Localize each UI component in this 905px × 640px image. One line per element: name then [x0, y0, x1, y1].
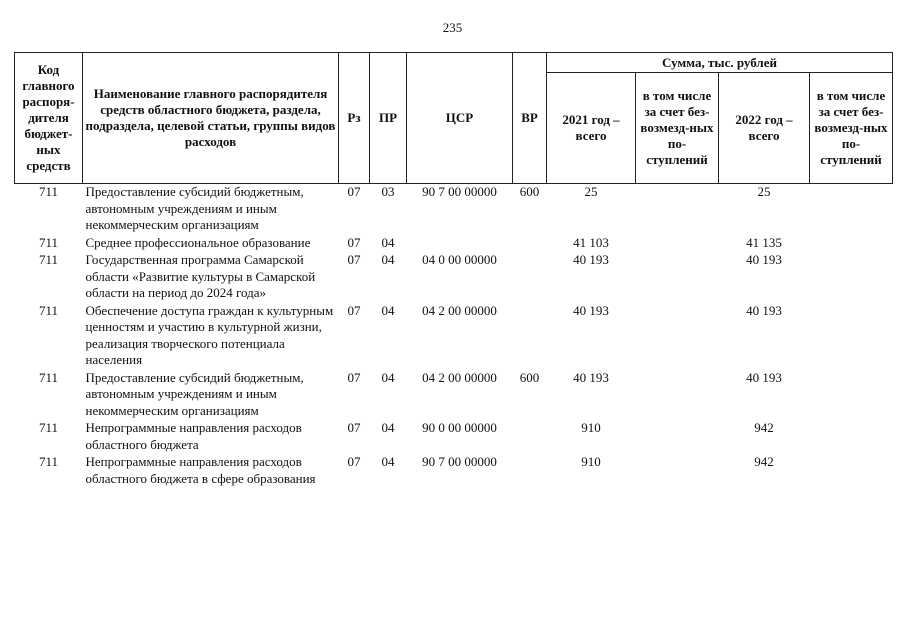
header-name: Наименование главного распорядителя средств областного бюджета, раздела, подраздела, целевой статьи, группы видов расходов	[83, 53, 339, 184]
cell-2021-gratuitous	[636, 251, 719, 302]
cell-2022-gratuitous	[810, 369, 893, 420]
cell-pr: 04	[381, 454, 395, 469]
table-body	[15, 184, 893, 488]
cell-pr: 04	[381, 302, 395, 318]
cell-code: 711	[38, 234, 59, 250]
cell-2021-total: 910	[581, 454, 601, 469]
cell-vr: 600	[519, 184, 540, 199]
cell-2022-gratuitous	[810, 419, 893, 453]
header-2022-gratuitous: в том числе за счет без-возмезд-ных по-ступлений	[810, 73, 893, 184]
cell-rz: 07	[347, 252, 361, 267]
cell-rz: 07	[347, 369, 361, 385]
cell-rz: 07	[347, 302, 361, 318]
table-row	[15, 184, 893, 234]
cell-vr	[513, 251, 547, 302]
cell-pr: 04	[381, 420, 395, 435]
cell-pr: 04	[381, 234, 395, 250]
header-2021-total: 2021 год – всего	[547, 73, 636, 184]
cell-vr	[513, 419, 547, 453]
budget-table	[14, 52, 893, 487]
cell-csr: 04 0 00 00000	[422, 252, 497, 267]
table-header	[15, 53, 893, 184]
cell-2021-total: 25	[584, 184, 598, 199]
header-2022-total: 2022 год – всего	[719, 73, 810, 184]
cell-2021-total: 40 193	[573, 302, 609, 318]
cell-2022-total: 40 193	[746, 369, 782, 385]
cell-2022-gratuitous	[810, 234, 893, 252]
cell-2022-total: 942	[754, 454, 774, 469]
cell-2021-gratuitous	[636, 453, 719, 487]
cell-csr: 90 0 00 00000	[422, 420, 497, 435]
cell-name: Предоставление субсидий бюджетным, автономным учреждениям и иным некоммерческим организациям	[85, 369, 304, 418]
cell-rz: 07	[347, 184, 361, 199]
cell-2021-total: 41 103	[573, 234, 609, 250]
cell-vr	[513, 234, 547, 252]
cell-name: Обеспечение доступа граждан к культурным ценностям и участию в культурной жизни, реализация творческого потенциала населения	[85, 302, 334, 367]
cell-pr: 04	[381, 252, 395, 267]
cell-2022-total: 41 135	[746, 234, 782, 250]
page-number: 235	[442, 20, 463, 35]
cell-name: Предоставление субсидий бюджетным, автономным учреждениям и иным некоммерческим организациям	[85, 184, 304, 232]
cell-csr: 04 2 00 00000	[422, 369, 497, 385]
cell-2021-gratuitous	[636, 184, 719, 234]
cell-2022-gratuitous	[810, 453, 893, 487]
cell-2021-gratuitous	[636, 234, 719, 252]
cell-2022-gratuitous	[810, 184, 893, 234]
cell-2022-total: 40 193	[746, 302, 782, 318]
cell-code: 711	[38, 454, 59, 469]
cell-csr: 90 7 00 00000	[422, 184, 497, 199]
cell-2021-gratuitous	[636, 302, 719, 369]
cell-rz: 07	[347, 234, 361, 250]
table-row	[15, 419, 893, 453]
cell-2021-total: 910	[581, 420, 601, 435]
cell-csr	[407, 234, 513, 252]
cell-code: 711	[38, 369, 59, 385]
table-row	[15, 302, 893, 369]
cell-code: 711	[38, 420, 59, 435]
header-pr: ПР	[370, 53, 407, 184]
header-code: Код главного распоря-дителя бюджет-ных средств	[15, 53, 83, 184]
cell-name: Непрограммные направления расходов областного бюджета	[85, 420, 302, 452]
cell-name: Среднее профессиональное образование	[85, 234, 311, 250]
cell-2022-gratuitous	[810, 302, 893, 369]
header-sum-group: Сумма, тыс. рублей	[547, 53, 893, 73]
cell-vr: 600	[519, 369, 540, 385]
header-vr: ВР	[513, 53, 547, 184]
cell-pr: 03	[381, 184, 395, 199]
header-2021-gratuitous: в том числе за счет без-возмезд-ных по-ступлений	[636, 73, 719, 184]
cell-2021-total: 40 193	[573, 369, 609, 385]
header-csr: ЦСР	[407, 53, 513, 184]
header-rz: Рз	[339, 53, 370, 184]
cell-2021-gratuitous	[636, 369, 719, 420]
cell-code: 711	[38, 184, 59, 199]
cell-csr: 04 2 00 00000	[422, 302, 497, 318]
cell-2021-total: 40 193	[573, 252, 609, 267]
table-row	[15, 453, 893, 487]
cell-code: 711	[38, 252, 59, 267]
cell-pr: 04	[381, 369, 395, 385]
cell-rz: 07	[347, 454, 361, 469]
cell-rz: 07	[347, 420, 361, 435]
cell-2021-gratuitous	[636, 419, 719, 453]
cell-vr	[513, 453, 547, 487]
cell-2022-total: 25	[757, 184, 771, 199]
cell-2022-total: 40 193	[746, 252, 782, 267]
cell-name: Непрограммные направления расходов областного бюджета в сфере образования	[85, 454, 316, 486]
cell-name: Государственная программа Самарской области «Развитие культуры в Самарской области на период до 2024 года»	[85, 252, 316, 300]
cell-2022-total: 942	[754, 420, 774, 435]
table-row	[15, 251, 893, 302]
cell-2022-gratuitous	[810, 251, 893, 302]
cell-vr	[513, 302, 547, 369]
table-row	[15, 234, 893, 252]
table-row	[15, 369, 893, 420]
cell-code: 711	[38, 302, 59, 318]
cell-csr: 90 7 00 00000	[422, 454, 497, 469]
